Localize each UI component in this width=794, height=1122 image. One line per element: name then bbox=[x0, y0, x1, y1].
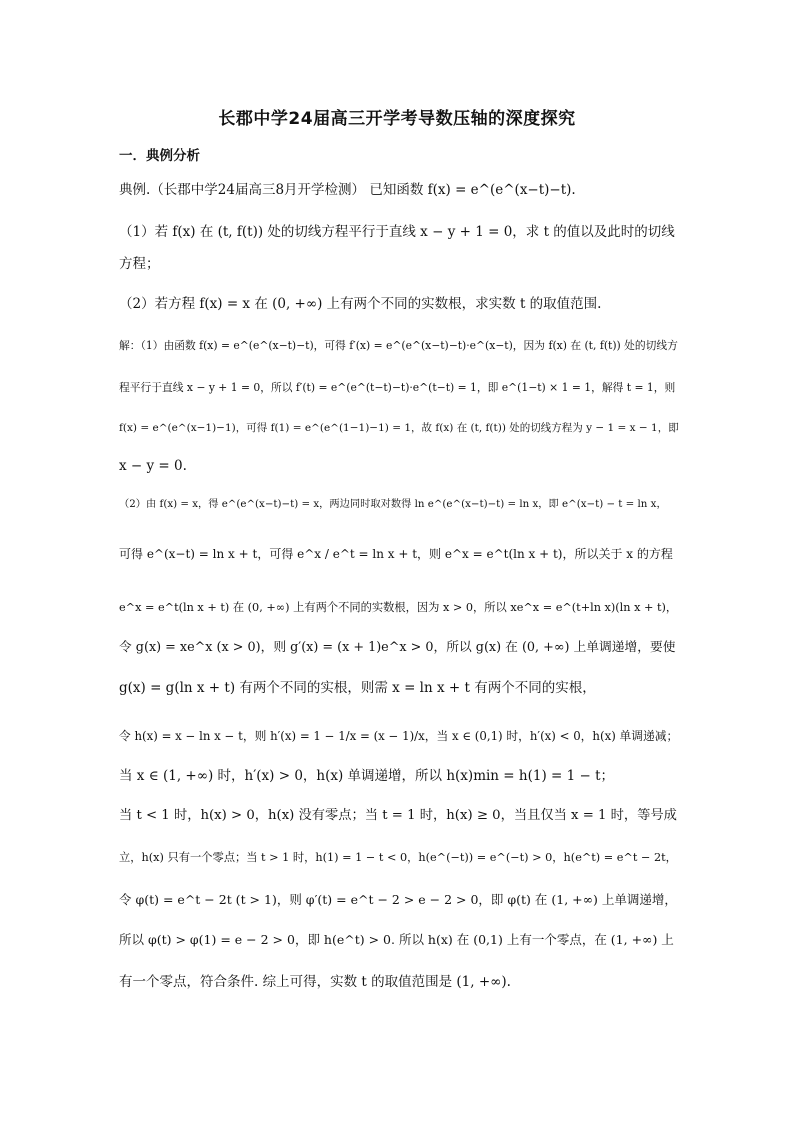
solution-line-3: f(x) = e^(e^(x−1)−1)，可得 f(1) = e^(e^(1−1)−1) = 1，故 f(x) 在 (t, f(t)) 处的切线方程为 y − 1 = x − 1，即 bbox=[119, 422, 679, 434]
solution-2-line-10: 令 φ(t) = e^t − 2t (t > 1)，则 φ′(t) = e^t − 2 > e − 2 > 0，即 φ(t) 在 (1, +∞) 上单调递增， bbox=[119, 892, 677, 907]
solution-2-line-4: 令 g(x) = xe^x (x > 0)，则 g′(x) = (x + 1)e^x > 0，所以 g(x) 在 (0, +∞) 上单调递增，要使 bbox=[119, 640, 676, 655]
solution-line-4: x − y = 0. bbox=[119, 458, 187, 474]
example-statement: 典例.（长郡中学24届高三8月开学检测） 已知函数 f(x) = e^(e^(x−t)−t). bbox=[119, 182, 576, 198]
solution-2-line-9: 立，h(x) 只有一个零点；当 t > 1 时，h(1) = 1 − t < 0，h(e^(−t)) = e^(−t) > 0，h(e^t) = e^t − 2t， bbox=[119, 851, 677, 864]
solution-line-2: 程平行于直线 x − y + 1 = 0，所以 f′(t) = e^(e^(t−t)−t)·e^(t−t) = 1，即 e^(1−t) × 1 = 1，解得 t = 1，则 bbox=[119, 381, 676, 394]
solution-2-line-1: （2）由 f(x) = x，得 e^(e^(x−t)−t) = x，两边同时取对数得 ln e^(e^(x−t)−t) = ln x，即 e^(x−t) − t = ln x， bbox=[119, 498, 667, 510]
solution-2-line-8: 当 t < 1 时，h(x) > 0，h(x) 没有零点；当 t = 1 时，h(x) ≥ 0，当且仅当 x = 1 时，等号成 bbox=[119, 808, 677, 823]
solution-2-line-12: 有一个零点，符合条件. 综上可得，实数 t 的取值范围是 (1, +∞). bbox=[119, 974, 511, 990]
document-title: 长郡中学24届高三开学考导数压轴的深度探究 bbox=[218, 109, 576, 129]
question-2: （2）若方程 f(x) = x 在 (0, +∞) 上有两个不同的实数根，求实数 t 的取值范围. bbox=[119, 296, 602, 312]
section-heading: 一．典例分析 bbox=[119, 148, 200, 164]
solution-2-line-3: e^x = e^t(ln x + t) 在 (0, +∞) 上有两个不同的实数根，因为 x > 0，所以 xe^x = e^(t+ln x)(ln x + t)， bbox=[119, 601, 678, 614]
question-1-line-2: 方程； bbox=[119, 256, 160, 272]
solution-line-1: 解：（1）由函数 f(x) = e^(e^(x−t)−t)，可得 f′(x) = e^(e^(x−t)−t)·e^(x−t)，因为 f(x) 在 (t, f(t)) 处的切线方 bbox=[119, 339, 678, 352]
solution-2-line-11: 所以 φ(t) > φ(1) = e − 2 > 0，即 h(e^t) > 0. 所以 h(x) 在 (0,1) 上有一个零点，在 (1, +∞) 上 bbox=[119, 932, 674, 947]
solution-2-line-5: g(x) = g(ln x + t) 有两个不同的实根，则需 x = ln x + t 有两个不同的实根， bbox=[119, 680, 596, 696]
solution-2-line-6: 令 h(x) = x − ln x − t，则 h′(x) = 1 − 1/x = (x − 1)/x，当 x ∈ (0,1) 时，h′(x) < 0，h(x) 单调递减； bbox=[119, 729, 679, 743]
solution-2-line-7: 当 x ∈ (1, +∞) 时，h′(x) > 0，h(x) 单调递增，所以 h(x)min = h(1) = 1 − t； bbox=[119, 768, 615, 784]
question-1-line-1: （1）若 f(x) 在 (t, f(t)) 处的切线方程平行于直线 x − y + 1 = 0，求 t 的值以及此时的切线 bbox=[119, 224, 675, 240]
solution-2-line-2: 可得 e^(x−t) = ln x + t，可得 e^x / e^t = ln x + t，则 e^x = e^t(ln x + t)，所以关于 x 的方程 bbox=[119, 547, 673, 561]
